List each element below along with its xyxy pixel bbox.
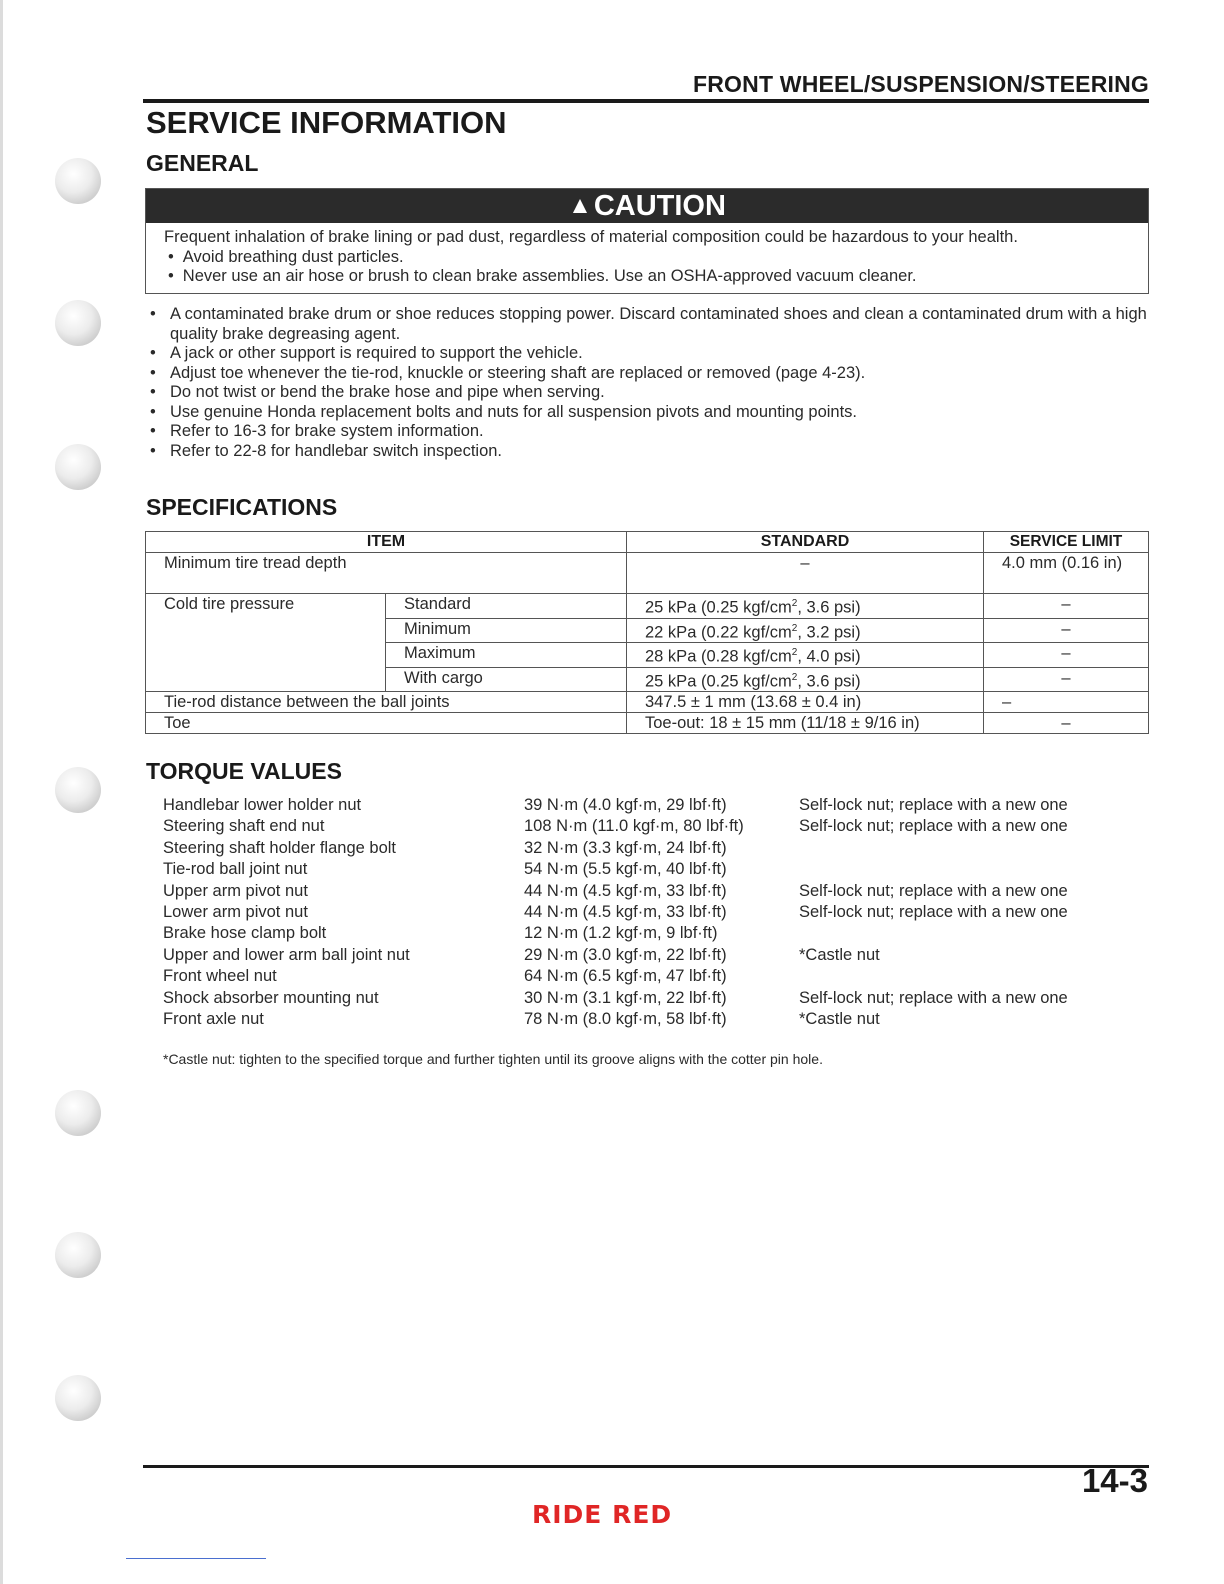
- general-heading: GENERAL: [146, 150, 259, 176]
- page-left-edge: [0, 0, 3, 1584]
- specifications-table: [145, 531, 1149, 734]
- spec-standard: 25 kPa (0.25 kgf/$cm^2$, 3.6 psi): [627, 594, 984, 619]
- torque-item: Shock absorber mounting nut: [163, 988, 379, 1007]
- torque-remark: Self-lock nut; replace with a new one: [799, 988, 1068, 1007]
- torque-item: Handlebar lower holder nut: [163, 796, 362, 814]
- spec-limit: –: [984, 713, 1149, 734]
- page-title: SERVICE INFORMATION: [146, 105, 507, 140]
- table-row: [146, 713, 1149, 734]
- torque-remark: *Castle nut: [799, 945, 880, 964]
- torque-remark: Self-lock nut; replace with a new one: [799, 902, 1068, 921]
- spec-limit: 4.0 mm (0.16 in): [984, 553, 1149, 594]
- binder-hole-icon: [55, 1090, 101, 1136]
- torque-remark: Self-lock nut; replace with a new one: [799, 881, 1068, 900]
- torque-value: 44 N·m (4.5 kgf·m, 33 lbf·ft): [524, 902, 727, 921]
- note-item: • Refer to 16-3 for brake system information.: [150, 422, 1150, 442]
- binder-hole-icon: [55, 1232, 101, 1278]
- table-row: [146, 594, 1149, 619]
- torque-item: Steering shaft end nut: [163, 817, 325, 836]
- note-item: • Refer to 22-8 for handlebar switch inspection.: [150, 442, 1150, 462]
- torque-item: Steering shaft holder flange bolt: [163, 838, 396, 857]
- caution-bullet: • Never use an air hose or brush to clean brake assemblies. Use an OSHA-approved vacuum cleaner.: [164, 267, 1148, 287]
- caution-intro: Frequent inhalation of brake lining or pad dust, regardless of material composition could be hazardous to your health.: [164, 228, 1018, 246]
- castle-nut-footnote: *Castle nut: tighten to the specified torque and further tighten until its groove aligns with the cotter pin hole.: [163, 1051, 823, 1067]
- caution-label: CAUTION: [593, 190, 726, 222]
- column-header-standard: STANDARD: [627, 532, 984, 553]
- caution-header: [146, 189, 1148, 223]
- table-row: [146, 553, 1149, 594]
- spec-subitem: With cargo: [386, 667, 627, 692]
- torque-value: 12 N·m (1.2 kgf·m, 9 lbf·ft): [524, 924, 718, 943]
- torque-item: Front wheel nut: [163, 967, 277, 986]
- spec-subitem: Minimum: [386, 618, 627, 643]
- spec-limit: –: [984, 692, 1149, 713]
- watermark-logo: RIDE RED: [532, 1500, 673, 1529]
- spec-item: Minimum tire tread depth: [146, 553, 627, 594]
- header-rule: [143, 99, 1149, 103]
- torque-value: 39 N·m (4.0 kgf·m, 29 lbf·ft): [524, 796, 727, 814]
- torque-value: 30 N·m (3.1 kgf·m, 22 lbf·ft): [524, 988, 727, 1007]
- note-item: • Use genuine Honda replacement bolts and nuts for all suspension pivots and mounting points.: [150, 403, 1150, 423]
- binder-hole-icon: [55, 444, 101, 490]
- table-header-row: [146, 532, 1149, 553]
- general-notes-list: [150, 305, 1150, 461]
- spec-limit: –: [984, 667, 1149, 692]
- torque-value: 64 N·m (6.5 kgf·m, 47 lbf·ft): [524, 967, 727, 986]
- binder-hole-icon: [55, 158, 101, 204]
- torque-item: Brake hose clamp bolt: [163, 924, 327, 943]
- chapter-title: FRONT WHEEL/SUSPENSION/STEERING: [692, 71, 1149, 97]
- spec-limit: –: [984, 643, 1149, 668]
- specifications-heading: SPECIFICATIONS: [146, 494, 338, 520]
- spec-subitem: Standard: [386, 594, 627, 619]
- page-number: 14-3: [1081, 1462, 1148, 1499]
- spec-standard: 28 kPa (0.28 kgf/$cm^2$, 4.0 psi): [627, 643, 984, 668]
- torque-item: Front axle nut: [163, 1009, 264, 1028]
- footer-rule: [143, 1465, 1149, 1468]
- torque-value: 78 N·m (8.0 kgf·m, 58 lbf·ft): [524, 1009, 727, 1028]
- torque-item: Lower arm pivot nut: [163, 902, 308, 921]
- table-row: [146, 692, 1149, 713]
- spec-item: Tie-rod distance between the ball joints: [146, 692, 627, 713]
- torque-value: 44 N·m (4.5 kgf·m, 33 lbf·ft): [524, 881, 727, 900]
- spec-subitem: Maximum: [386, 643, 627, 668]
- spec-item: Toe: [146, 713, 627, 734]
- note-item: • A contaminated brake drum or shoe reduces stopping power. Discard contaminated shoes and clean a contaminated drum with a high quality brake degreasing agent.: [150, 305, 1150, 344]
- torque-item: Upper arm pivot nut: [163, 881, 308, 900]
- spec-item: Cold tire pressure: [146, 594, 386, 692]
- torque-remark: Self-lock nut; replace with a new one: [799, 817, 1068, 836]
- spec-limit: –: [984, 618, 1149, 643]
- torque-value: 54 N·m (5.5 kgf·m, 40 lbf·ft): [524, 860, 727, 879]
- caution-bullet: • Avoid breathing dust particles.: [164, 248, 1148, 268]
- torque-values-heading: TORQUE VALUES: [146, 758, 342, 784]
- caution-body: [146, 223, 1148, 287]
- spec-standard: Toe-out: 18 ± 15 mm (11/18 ± 9/16 in): [627, 713, 984, 734]
- column-header-item: ITEM: [146, 532, 627, 553]
- spec-standard: 22 kPa (0.22 kgf/$cm^2$, 3.2 psi): [627, 618, 984, 643]
- torque-item: Tie-rod ball joint nut: [163, 860, 308, 879]
- binder-hole-icon: [55, 767, 101, 813]
- caution-box: [145, 188, 1149, 294]
- note-item: • Adjust toe whenever the tie-rod, knuckle or steering shaft are replaced or removed (page 4-23).: [150, 364, 1150, 384]
- torque-value: 29 N·m (3.0 kgf·m, 22 lbf·ft): [524, 945, 727, 964]
- spec-limit: –: [984, 594, 1149, 619]
- spec-standard: 25 kPa (0.25 kgf/$cm^2$, 3.6 psi): [627, 667, 984, 692]
- column-header-service-limit: SERVICE LIMIT: [984, 532, 1149, 553]
- binder-hole-icon: [55, 1375, 101, 1421]
- torque-value: 32 N·m (3.3 kgf·m, 24 lbf·ft): [524, 838, 727, 857]
- binder-hole-icon: [55, 300, 101, 346]
- torque-remark: *Castle nut: [799, 1009, 880, 1028]
- torque-value: 108 N·m (11.0 kgf·m, 80 lbf·ft): [524, 817, 744, 836]
- spec-standard: 347.5 ± 1 mm (13.68 ± 0.4 in): [627, 692, 984, 713]
- note-item: • A jack or other support is required to support the vehicle.: [150, 344, 1150, 364]
- footer-link-underline: [126, 1558, 266, 1559]
- torque-item: Upper and lower arm ball joint nut: [163, 945, 410, 964]
- note-item: • Do not twist or bend the brake hose and pipe when serving.: [150, 383, 1150, 403]
- torque-remark: Self-lock nut; replace with a new one: [799, 796, 1068, 814]
- spec-standard: –: [627, 553, 984, 594]
- warning-triangle-icon: ▲: [568, 192, 592, 219]
